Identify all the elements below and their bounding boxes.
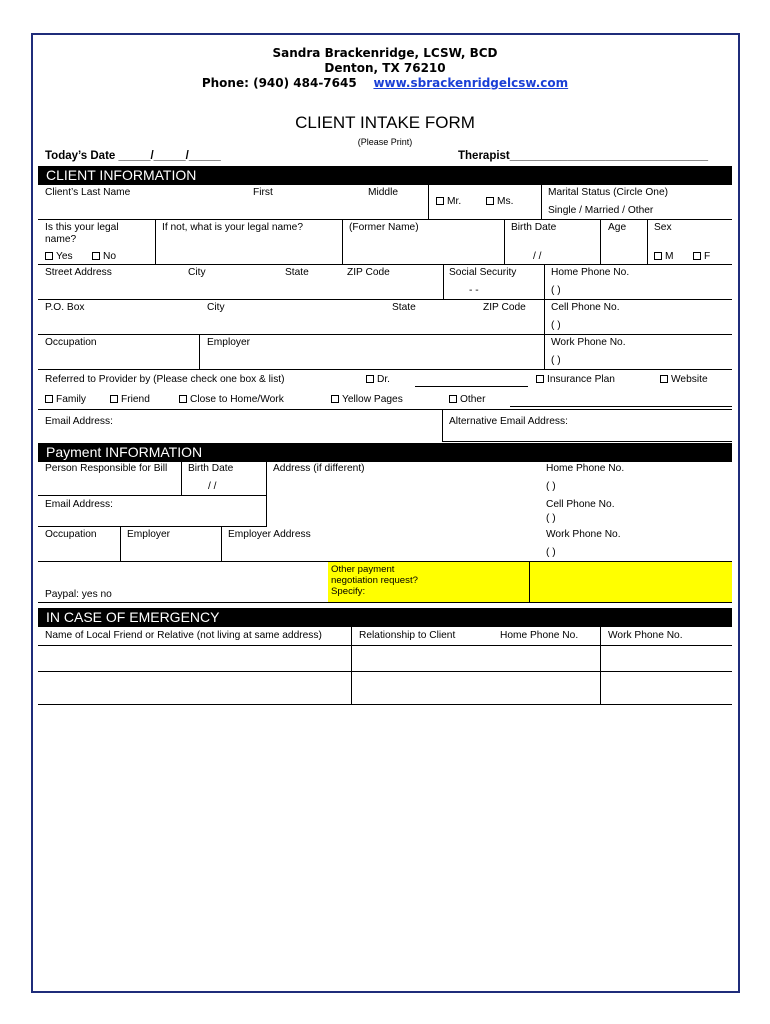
- referral-website-checkbox[interactable]: Website: [660, 374, 708, 386]
- payment-birth-date-label: Birth Date: [188, 463, 234, 474]
- alt-email-label: Alternative Email Address:: [449, 416, 568, 427]
- work-phone-label: Work Phone No.: [551, 337, 626, 348]
- contact-line: [0, 76, 770, 91]
- other-payment-input[interactable]: [530, 562, 732, 602]
- legal-name-question: Is this your legal: [45, 222, 119, 233]
- first-name-label: First: [253, 187, 273, 198]
- state-label: State: [285, 267, 309, 278]
- phone-number: Phone: (940) 484-7645: [201, 76, 357, 90]
- social-security-dashes[interactable]: - -: [469, 285, 479, 296]
- practitioner-name: Sandra Brackenridge, LCSW, BCD: [272, 46, 498, 60]
- marital-status-options[interactable]: Single / Married / Other: [548, 205, 654, 216]
- birth-date-label: Birth Date: [511, 222, 557, 233]
- referral-close-checkbox[interactable]: Close to Home/Work: [179, 394, 284, 406]
- if-not-legal-name-label: If not, what is your legal name?: [162, 222, 304, 233]
- therapist-field[interactable]: Therapist_______________________________: [458, 150, 709, 162]
- referred-by-label: Referred to Provider by (Please check one box & list): [45, 374, 285, 385]
- sex-m-checkbox[interactable]: M: [654, 251, 674, 263]
- po-zip-code-label: ZIP Code: [483, 302, 526, 313]
- payment-section-header: Payment INFORMATION: [38, 443, 732, 462]
- emergency-name-label: Name of Local Friend or Relative (not living at same address): [45, 630, 322, 641]
- payment-email-label: Email Address:: [45, 499, 113, 510]
- emergency-work-phone-label: Work Phone No.: [608, 630, 683, 641]
- email-label: Email Address:: [45, 416, 113, 427]
- payment-work-phone-label: Work Phone No.: [546, 529, 621, 540]
- referral-dr-checkbox[interactable]: Dr.: [366, 374, 390, 386]
- payment-cell-phone-parens[interactable]: ( ): [546, 513, 556, 524]
- birth-date-slashes[interactable]: / /: [533, 251, 542, 262]
- emergency-home-phone-label: Home Phone No.: [500, 630, 579, 641]
- home-phone-label: Home Phone No.: [551, 267, 630, 278]
- other-payment-label-2: negotiation request?: [331, 575, 418, 586]
- middle-name-label: Middle: [368, 187, 399, 198]
- emergency-name-input-2[interactable]: [38, 672, 351, 704]
- payment-cell-phone-label: Cell Phone No.: [546, 499, 615, 510]
- mr-checkbox[interactable]: Mr.: [436, 196, 461, 208]
- sex-f-checkbox[interactable]: F: [693, 251, 710, 263]
- paypal-options[interactable]: Paypal: yes no: [45, 589, 112, 600]
- work-phone-parens[interactable]: ( ): [551, 355, 561, 366]
- payment-address-label: Address (if different): [273, 463, 365, 474]
- cell-phone-parens[interactable]: ( ): [551, 320, 561, 331]
- referral-family-checkbox[interactable]: Family: [45, 394, 86, 406]
- emergency-name-input-1[interactable]: [38, 646, 351, 671]
- referral-friend-checkbox[interactable]: Friend: [110, 394, 150, 406]
- emergency-section-header: IN CASE OF EMERGENCY: [38, 608, 732, 627]
- marital-status-label: Marital Status (Circle One): [548, 187, 669, 198]
- referral-other-checkbox[interactable]: Other: [449, 394, 485, 406]
- payment-work-phone-parens[interactable]: ( ): [546, 547, 556, 558]
- cell-phone-label: Cell Phone No.: [551, 302, 620, 313]
- payment-employer-label: Employer: [127, 529, 171, 540]
- legal-yes-checkbox[interactable]: Yes: [45, 251, 73, 263]
- employer-label: Employer: [207, 337, 251, 348]
- practitioner-city: Denton, TX 76210: [324, 61, 446, 75]
- emergency-relationship-label: Relationship to Client: [359, 630, 456, 641]
- po-box-label: P.O. Box: [45, 302, 85, 313]
- form-subtitle: (Please Print): [357, 137, 413, 147]
- former-name-label: (Former Name): [349, 222, 419, 233]
- po-city-label: City: [207, 302, 225, 313]
- payment-home-phone-label: Home Phone No.: [546, 463, 625, 474]
- payment-home-phone-parens[interactable]: ( ): [546, 481, 556, 492]
- other-payment-label-3: Specify:: [331, 586, 366, 597]
- legal-no-checkbox[interactable]: No: [92, 251, 116, 263]
- payment-occupation-label: Occupation: [45, 529, 97, 540]
- website-link[interactable]: www.sbrackenridgelcsw.com: [373, 76, 569, 90]
- last-name-label: Client’s Last Name: [45, 187, 131, 198]
- person-responsible-label: Person Responsible for Bill: [45, 463, 168, 474]
- street-address-label: Street Address: [45, 267, 112, 278]
- occupation-label: Occupation: [45, 337, 97, 348]
- referral-insurance-checkbox[interactable]: Insurance Plan: [536, 374, 615, 386]
- todays-date-field[interactable]: Today’s Date _____/_____/_____: [45, 150, 221, 162]
- legal-name-question-2: name?: [45, 234, 77, 245]
- home-phone-parens[interactable]: ( ): [551, 285, 561, 296]
- po-state-label: State: [392, 302, 416, 313]
- sex-label: Sex: [654, 222, 672, 233]
- payment-birth-date-slashes[interactable]: / /: [208, 481, 217, 492]
- age-label: Age: [608, 222, 627, 233]
- form-title: CLIENT INTAKE FORM: [295, 113, 475, 132]
- referral-yellow-pages-checkbox[interactable]: Yellow Pages: [331, 394, 403, 406]
- other-payment-label-1: Other payment: [331, 564, 395, 575]
- client-section-header: CLIENT INFORMATION: [38, 166, 732, 185]
- ms-checkbox[interactable]: Ms.: [486, 196, 513, 208]
- zip-code-label: ZIP Code: [347, 267, 390, 278]
- payment-employer-address-label: Employer Address: [228, 529, 311, 540]
- city-label: City: [188, 267, 206, 278]
- social-security-label: Social Security: [449, 267, 517, 278]
